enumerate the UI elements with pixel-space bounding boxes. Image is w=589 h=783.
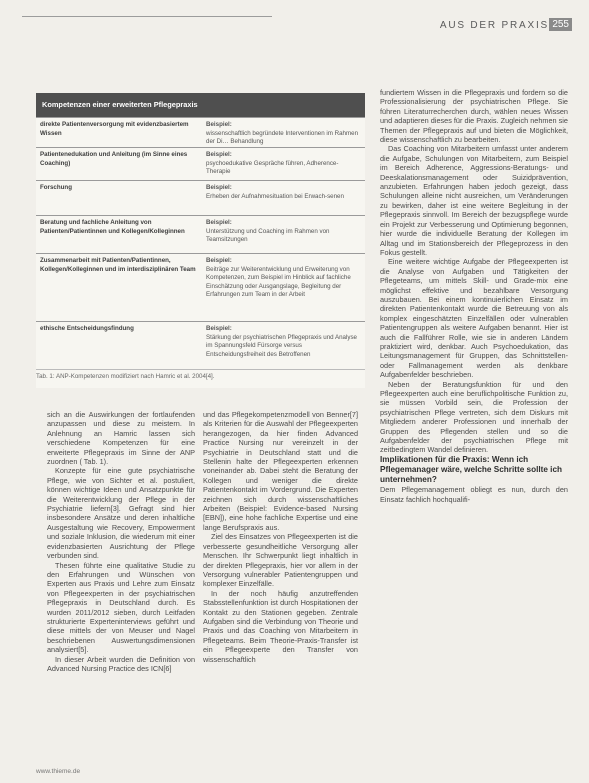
example-label: Beispiel:	[206, 121, 232, 128]
example-label: Beispiel:	[206, 151, 232, 158]
table-row	[36, 321, 365, 369]
example-cell	[206, 184, 361, 201]
text-column-1	[47, 410, 195, 673]
example-label: Beispiel:	[206, 325, 232, 332]
paragraph: fundiertem Wissen in die Pflegepraxis und fordern so die Professionalisierung der psychiatrischen Pflege. Sie führen Literaturrecherchen durch, wählen neues Wissen und adaptieren dieses für die Praxis. Zugleich nehmen sie Themen der Pflegepraxis auf und bieten die Möglichkeit, diese wissenschaftlich zu bearbeiten.	[380, 88, 568, 145]
example-text: Beiträge zur Weiterentwicklung und Erweiterung von Kompetenzen, zum Beispiel im Hinblick auf fachliche Einschätzung oder Ausgangslage, Begleitung der Erfahrungen zum Team in der Arbeit	[206, 265, 351, 298]
example-text: psychoedukative Gespräche führen, Adherence-Therapie	[206, 159, 339, 175]
paragraph: Eine weitere wichtige Aufgabe der Pflegeexperten ist die Analyse von Aufgaben und Tätigkeiten der Pflegeteams, um mittels Skill- und Grade-mix eine möglichst effektive und bezahlbare Versorgung auszubauen. Bei einem kontinuierlichen Einsatz im direkten Patientenkontakt wurde die Betreuung von als komplex eingeschätzten Einzelfällen oder vulnerablen Patientengruppen als weitere Aufgaben benannt. Hier ist auch die Fallführer Rolle, wie sie in anderen Ländern praktiziert wird, denkbar. Auch Psychoedukation, das Leitungsmanagement für Gruppen, das Schnittstellen- oder Fallmanagement werden als denkbare Aufgabenfelder beschrieben.	[380, 257, 568, 380]
table-row	[36, 253, 365, 321]
section-subheading: Implikationen für die Praxis: Wenn ich Pflegemanager wäre, welche Schritte sollte ich unternehmen?	[380, 454, 563, 485]
example-label: Beispiel:	[206, 257, 232, 264]
example-text: Unterstützung und Coaching im Rahmen von Teamsitzungen	[206, 227, 330, 243]
example-cell	[206, 257, 361, 300]
paragraph: Dem Pflegemanagement obliegt es nun, durch den Einsatz fachlich hochqualifi-	[380, 485, 568, 504]
example-text: Stärkung der psychiatrischen Pflegepraxis und Analyse im Spannungsfeld Fürsorge versus Entscheidungsfreiheit des Betroffenen	[206, 333, 357, 358]
table-row	[36, 147, 365, 180]
example-cell	[206, 121, 361, 147]
example-label: Beispiel:	[206, 184, 232, 191]
competence-cell: direkte Patientenversorgung mit evidenzbasiertem Wissen	[40, 121, 189, 137]
text-column-2	[203, 410, 358, 664]
paragraph: In dieser Arbeit wurden die Definition von Advanced Nursing Practice des ICN[6]	[47, 654, 195, 673]
running-head: AUS DER PRAXIS	[439, 20, 549, 31]
table-row	[36, 215, 365, 253]
header-rule	[22, 16, 272, 17]
paragraph: Ziel des Einsatzes von Pflegeexperten ist die verbesserte gesundheitliche Versorgung aller Menschen. Ihr Schwerpunkt liegt inhaltlich in der direkten Pflegepraxis, hier vor allem in der Versorgung vulnerabler Patientengruppen und komplexer Einzelfälle.	[203, 532, 358, 589]
example-text: wissenschaftlich begründete Interventionen im Rahmen der Di… Behandlung	[206, 129, 359, 145]
paragraph: Das Coaching von Mitarbeitern umfasst unter anderem die Aufgabe, Schulungen von Mitarbeitern, zum Beispiel im Bereich Adherence, Aggressions-Beratungs- und Deeskalationsmanagement oder Suizidprävention, anzubieten. Erfahrungen haben jedoch gezeigt, dass Schulungen alleine nicht ausreichen, um Veränderungen zu bewirken, daher ist eine weitere Begleitung in der Pflegepraxis sinnvoll. Im Bereich der bezugspflege wurde ein Projekt zur Verbesserung und Optimierung begonnen, hier wurde die individuelle Beratung der Kollegen im Alltag und im Stationsbereich der Pflegeprozess in den Fokus gestellt.	[380, 144, 568, 257]
competence-table	[36, 93, 365, 388]
example-text: Erheben der Aufnahmesituation bei Erwach-senen	[206, 192, 344, 200]
table-caption: Tab. 1: ANP-Kompetenzen modifiziert nach Hamric et al. 2004[4].	[36, 369, 365, 380]
table-title: Kompetenzen einer erweiterten Pflegepraxis	[36, 93, 365, 117]
paragraph: Thesen führte eine qualitative Studie zu den Erfahrungen und Wünschen von Experten aus Praxis und Lehre zum Einsatz von Pflegeexperten in der psychiatrischen Pflegepraxis in Deutschland durch. Es wurden 2011/2012 sieben, durch Leitfaden strukturierte Experteninterviews geführt und diese mittels der von Meuser und Nagel beschriebenen Auswertungsdimensionen analysiert[5].	[47, 560, 195, 655]
paragraph: In der noch häufig anzutreffenden Stabsstellenfunktion ist durch Hospitationen der Kontakt zu den Stationen gegeben. Zentrale Aufgaben sind die Verbindung von Theorie und Praxis und das Coaching von Mitarbeitern in Pflegeteams. Beim Theorie-Praxis-Transfer ist ein Pflegeexperte den Transfer von wissenschaftlich	[203, 588, 358, 664]
competence-cell: Beratung und fachliche Anleitung von Patienten/Patientinnen und Kollegen/Kolleginnen	[40, 219, 185, 235]
example-cell	[206, 151, 361, 177]
example-label: Beispiel:	[206, 219, 232, 226]
text-column-3	[380, 88, 568, 504]
table-row	[36, 180, 365, 215]
paragraph: Neben der Beratungsfunktion für und den Pflegeexperten auch eine beruflichpolitische Funktion zu, sie müssen Vorbild sein, die Profession der psychiatrischen Pflege vertreten, sich dem Diskurs mit Mitgliedern anderer Professionen und innerhalb der Gruppen des Pflegenden stellen und so die Aufgabenfelder der psychiatrischen Pflege mit zeitbedingtem Wandel definieren.	[380, 379, 568, 455]
footer-url: www.thieme.de	[36, 768, 81, 775]
page-number: 255	[549, 18, 572, 31]
competence-cell: Zusammenarbeit mit Patienten/Patientinnen, Kollegen/Kolleginnen und im interdisziplinären Team	[40, 257, 196, 273]
table-row	[36, 117, 365, 147]
paragraph: und das Pflegekompetenzmodell von Benner[7] als Kriterien für die Auswahl der Pflegeexperten herangezogen, da hier finden Advanced Practice Nursing nur vereinzelt in der Psychiatrie in Deutschland statt und die Stellenin halte der Pflegeexperten erkennen voneinander ab. Dabei steht die Beratung der Kollegen und weniger die direkte Patientenkontakt im Vordergrund. Die Experten zeichnen sich durch wissenschaftliches Arbeiten (Beispiel: Evidence-based Nursing [EBN]), eine hohe fachliche Expertise und eine lange Berufspraxis aus.	[203, 410, 358, 532]
competence-cell: Patientenedukation und Anleitung (im Sinne eines Coaching)	[40, 151, 188, 167]
paragraph: Konzepte für eine gute psychiatrische Pflege, wie von Sichter et al. postuliert, können wichtige Ideen und Ansatzpunkte für die Weiterentwicklung der Pflege in der Psychiatrie liefern[3]. Gefragt sind hier insbesondere Ansätze und deren inhaltliche Ausgestaltung wie Recovery, Empowerment und soziale Inklusion, die wiederum mit einer evidenzbasierten Ausrichtung der Pflege verbunden sind.	[47, 466, 195, 561]
example-cell	[206, 325, 361, 359]
paragraph: sich an die Auswirkungen der fortlaufenden anzupassen und diese zu meistern. In Anlehnung an Hamric lassen sich verschiedene Kompetenzen für eine erweiterte Pflegepraxis im Sinne der ANP zuordnen ( Tab. 1).	[47, 410, 195, 467]
example-cell	[206, 219, 361, 245]
competence-cell: Forschung	[40, 184, 72, 191]
competence-cell: ethische Entscheidungsfindung	[40, 325, 134, 332]
